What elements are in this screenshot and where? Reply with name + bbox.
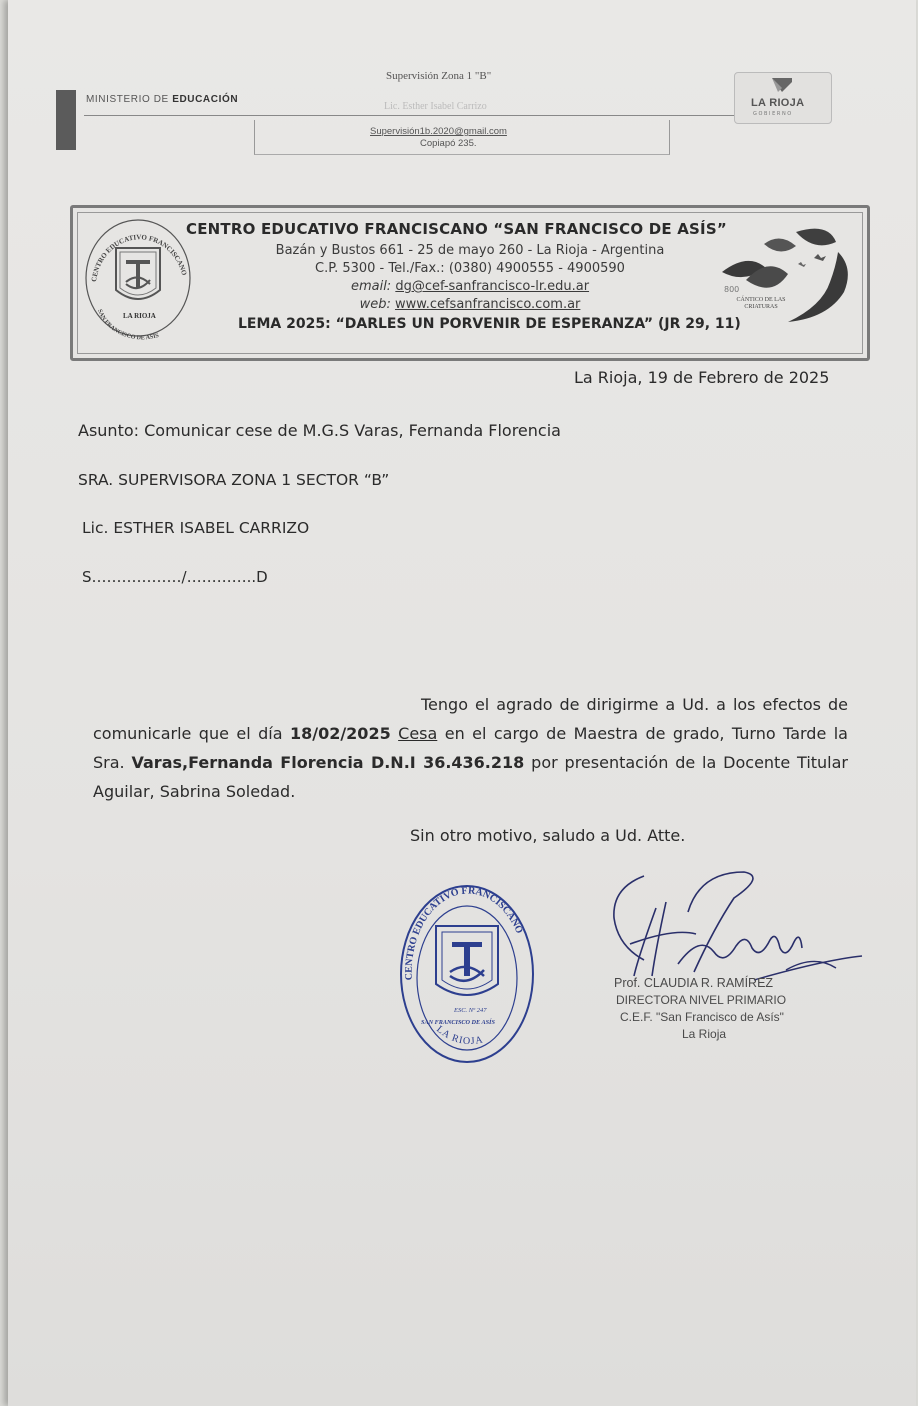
supervision-title: Supervisión Zona 1 "B" xyxy=(386,70,492,82)
school-address: Bazán y Bustos 661 - 25 de mayo 260 - La Rioja - Argentina xyxy=(275,243,665,258)
handwritten-signature-icon xyxy=(604,868,866,988)
recipient-name: Lic. ESTHER ISABEL CARRIZO xyxy=(82,519,310,537)
cantico-leaf-art-icon xyxy=(718,222,858,327)
la-rioja-mark-icon xyxy=(769,76,795,94)
cease-date: 18/02/2025 xyxy=(289,724,391,743)
ministry-label: MINISTERIO DE EDUCACIÓN xyxy=(86,94,239,105)
letter-subject: Asunto: Comunicar cese de M.G.S Varas, Fernanda Florencia xyxy=(78,421,561,440)
school-email-line: email: dg@cef-sanfrancisco-lr.edu.ar xyxy=(350,279,590,294)
signatory-name: Prof. CLAUDIA R. RAMÍREZ xyxy=(614,976,774,990)
svg-text:SAN FRANCISCO DE ASÍS: SAN FRANCISCO DE ASÍS xyxy=(96,308,160,342)
art-800: 800 xyxy=(724,285,740,294)
gov-logo-subtext: GOBIERNO xyxy=(753,111,793,117)
svg-text:LA RIOJA: LA RIOJA xyxy=(434,1023,485,1048)
school-web-line: web: www.cefsanfrancisco.com.ar xyxy=(359,297,581,312)
stamp-school-text: SAN FRANCISCO DE ASÍS xyxy=(421,1019,495,1026)
svg-text:CENTRO EDUCATIVO FRANCISCANO: CENTRO EDUCATIVO FRANCISCANO xyxy=(90,233,189,283)
salutation: S………………/…………..D xyxy=(82,568,268,586)
art-caption: CÁNTICO DE LAS CRIATURAS xyxy=(736,297,786,310)
signatory-role: DIRECTORA NIVEL PRIMARIO xyxy=(616,993,787,1007)
teacher-name-dni: Varas,Fernanda Florencia D.N.I 36.436.218 xyxy=(131,753,525,772)
school-motto: LEMA 2025: “DARLES UN PORVENIR DE ESPERANZA” (JR 29, 11) xyxy=(238,316,741,332)
school-web-link[interactable]: www.cefsanfrancisco.com.ar xyxy=(394,297,581,312)
gov-logo-text: LA RIOJA xyxy=(751,97,805,109)
stamp-esc-text: ESC. Nº 247 xyxy=(454,1007,487,1014)
supervision-email: Supervisión1b.2020@gmail.com xyxy=(370,126,507,137)
school-email-link[interactable]: dg@cef-sanfrancisco-lr.edu.ar xyxy=(395,279,590,294)
ministry-bar xyxy=(56,90,76,150)
document-page xyxy=(8,0,916,1406)
school-name: CENTRO EDUCATIVO FRANCISCANO “SAN FRANCISCO DE ASÍS” xyxy=(186,220,727,238)
seal-city-text: LA RIOJA xyxy=(123,312,156,320)
header-divider xyxy=(84,115,736,116)
cesa-word: Cesa xyxy=(398,724,438,743)
letter-date: La Rioja, 19 de Febrero de 2025 xyxy=(574,368,830,387)
signatory-city: La Rioja xyxy=(682,1027,727,1041)
la-rioja-gov-logo xyxy=(734,72,832,124)
school-stamp-icon xyxy=(396,880,538,1066)
recipient-title: SRA. SUPERVISORA ZONA 1 SECTOR “B” xyxy=(78,471,390,489)
svg-text:CENTRO EDUCATIVO FRANCISCANO: CENTRO EDUCATIVO FRANCISCANO xyxy=(403,885,525,981)
school-seal-icon xyxy=(78,212,198,342)
closing-line: Sin otro motivo, saludo a Ud. Atte. xyxy=(410,826,686,845)
signatory-institution: C.E.F. "San Francisco de Asís" xyxy=(620,1010,784,1024)
supervisor-name-faint: Lic. Esther Isabel Carrizo xyxy=(384,101,487,112)
supervision-address: Copiapó 235. xyxy=(420,138,477,149)
letter-paragraph: Tengo el agrado de dirigirme a Ud. a los efectos de comunicarle que el día 18/02/2025 Cesa en el cargo de Maestra de grado, Turno Tarde la Sra. Varas,Fernanda Florencia D.N.I 36.436.218 por presentación de la Docente Titular Aguilar, Sabrina Soledad. xyxy=(93,695,849,801)
school-phone: C.P. 5300 - Tel./Fax.: (0380) 4900555 - 4900590 xyxy=(315,261,625,276)
